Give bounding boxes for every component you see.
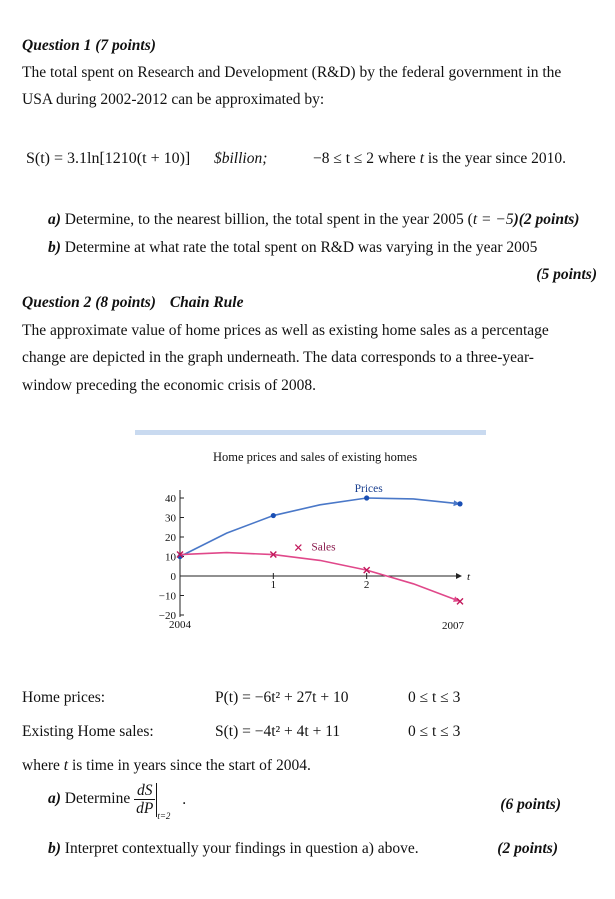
q1-domain-tail: is the year since 2010. — [427, 150, 567, 167]
y-tick-label: 30 — [165, 512, 176, 525]
x-axis-label: t — [467, 571, 471, 583]
q2-part-b-label: b) — [48, 840, 61, 857]
y-tick-label: −20 — [158, 610, 176, 622]
q2-intro-line2: change are depicted in the graph underneath. The data corresponds to a three-year- — [22, 349, 534, 366]
sales-series-label: Sales — [311, 541, 336, 554]
x-start-label: 2004 — [169, 619, 191, 631]
q2-part-a-text: Determine — [64, 790, 131, 808]
y-tick-label: 10 — [165, 551, 176, 564]
y-tick-label: 20 — [165, 532, 176, 544]
q1-part-a-label: a) — [48, 211, 61, 228]
dsdp-denominator: dP — [136, 800, 154, 817]
x-axis-arrow — [456, 573, 462, 579]
x-end-label: 2007 — [442, 620, 464, 632]
q1-part-a-text: Determine, to the nearest billion, the total spent in the year 2005 ( — [64, 211, 473, 228]
q1-part-b-points: (5 points) — [536, 266, 597, 283]
q1-domain-range: −8 ≤ t ≤ 2 where — [313, 150, 416, 167]
q1-part-a-cond: t = −5 — [472, 211, 514, 228]
q2-var-t: t — [63, 757, 69, 774]
q1-part-b — [48, 239, 537, 257]
q2-intro-line3: window preceding the economic crisis of 2008. — [22, 377, 316, 394]
home-prices-formula: P(t) = −6t² + 27t + 10 — [215, 689, 349, 706]
q2-where-b: is time in years since the start of 2004. — [71, 757, 311, 774]
q1-part-a — [48, 211, 579, 229]
sales-label: Existing Home sales: — [22, 723, 154, 740]
q1-domain — [313, 150, 566, 168]
q2-where — [22, 757, 311, 775]
home-prices-domain: 0 ≤ t ≤ 3 — [408, 689, 461, 706]
chart-title: Home prices and sales of existing homes — [212, 450, 418, 464]
prices-point — [457, 501, 462, 506]
q1-title: Question 1 (7 points) — [22, 37, 156, 54]
sales-line — [180, 553, 460, 602]
q1-unit: $billion; — [214, 150, 268, 167]
y-tick-label: 40 — [165, 493, 176, 505]
q2-where-a: where — [22, 757, 60, 774]
home-prices-label: Home prices: — [22, 689, 106, 706]
q2-intro-line1: The approximate value of home prices as well as existing home sales as a percentage — [22, 322, 549, 339]
sales-domain: 0 ≤ t ≤ 3 — [408, 723, 461, 740]
dsdp-numerator: dS — [134, 782, 155, 800]
q2-part-a-dot: . — [182, 790, 187, 808]
q1-part-b-text: Determine at what rate the total spent on R&D was varying in the year 2005 — [64, 239, 538, 256]
dsdp-fraction — [134, 782, 155, 817]
prices-point — [271, 513, 276, 518]
chart-svg — [135, 430, 486, 648]
sales-legend-marker — [295, 545, 301, 551]
q2-part-b-points: (2 points) — [497, 840, 558, 857]
q1-part-b-label: b) — [48, 239, 61, 256]
prices-series-label: Prices — [354, 483, 383, 495]
q2-part-b — [48, 840, 419, 858]
sales-formula: S(t) = −4t² + 4t + 11 — [215, 723, 341, 740]
q1-formula: S(t) = 3.1ln[1210(t + 10)] — [26, 150, 191, 167]
prices-point — [364, 495, 369, 500]
q2-part-a — [48, 782, 186, 821]
q2-heading — [22, 294, 243, 312]
chart-figure — [135, 430, 486, 648]
q2-title: Question 2 (8 points) — [22, 294, 156, 311]
q1-intro-line1: The total spent on Research and Development (R&D) by the federal government in the — [22, 64, 562, 81]
q2-part-b-text: Interpret contextually your findings in question a) above. — [64, 840, 419, 857]
y-tick-label: −10 — [158, 590, 176, 603]
q2-subtitle: Chain Rule — [169, 294, 244, 311]
eval-point: t=2 — [157, 811, 171, 822]
q1-intro-line2: USA during 2002-2012 can be approximated by: — [22, 91, 325, 108]
q1-var-t: t — [419, 150, 424, 167]
y-tick-label: 0 — [170, 571, 176, 583]
x-tick-label: 2 — [363, 579, 370, 591]
q2-part-a-points: (6 points) — [500, 796, 561, 813]
x-tick-label: 1 — [270, 579, 277, 591]
q1-part-a-points: )(2 points) — [513, 211, 580, 228]
q2-part-a-label: a) — [48, 790, 61, 808]
chart-top-band — [135, 430, 486, 435]
